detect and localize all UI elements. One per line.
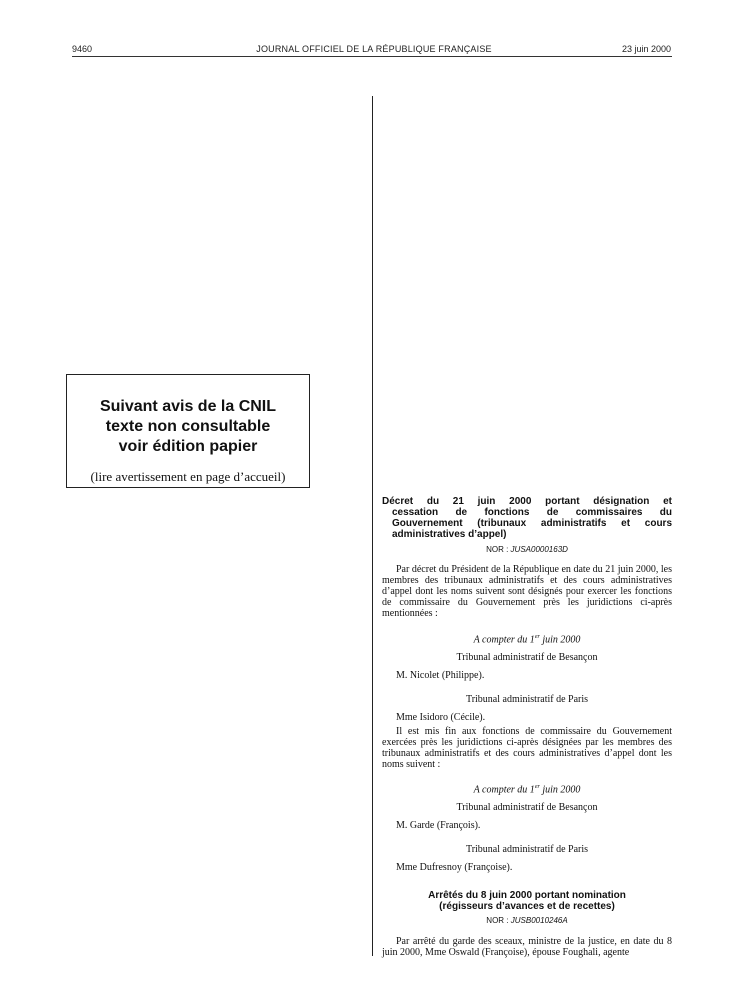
decree-1-intro: Par décret du Président de la République en date du 21 juin 2000, les membres des tribunaux administratifs et des cours administratives d’appel dont les noms suivent sont désignés pour exercer les fonctions de commissaire du Gouvernement près les juridictions ci-après mentionnées : [382,564,672,619]
person-1: M. Nicolet (Philippe). [396,670,485,681]
decree-1-end-para: Il est mis fin aux fonctions de commissaire du Gouvernement exercées près les juridictions ci-après désignées par les membres des tribunaux administratifs et des cours administratives d’appel dont les noms suivent : [382,726,672,770]
decree-1-title-line-4: administratives d’appel) [392,529,507,540]
issue-date: 23 juin 2000 [622,44,672,54]
date-heading-1: A compter du 1er juin 2000 [473,634,581,646]
decree-1-nor [382,544,672,555]
notice-note: (lire avertissement en page d’accueil) [90,469,286,484]
cnil-notice-box [66,374,310,488]
nor-code: JUSB0010246A [510,916,568,925]
notice-line-2: texte non consultable [105,418,271,435]
decree-1-title-line-3: Gouvernement (tribunaux administratifs et cours [392,518,672,529]
notice-line-1: Suivant avis de la CNIL [99,398,277,415]
nor-code: JUSA0000163D [510,545,568,554]
person-2: Mme Isidoro (Cécile). [396,712,486,723]
tribunal-3: Tribunal administratif de Besançon [456,802,598,813]
decree-2-intro: Par arrêté du garde des sceaux, ministre de la justice, en date du 8 juin 2000, Mme Oswald (Françoise), épouse Foughali, agente [382,936,672,958]
decree-2-title-line-2: (régisseurs d’avances et de recettes) [439,901,615,912]
decree-1-title [382,496,672,540]
nor-label: NOR : [486,916,509,925]
column-divider [372,96,373,956]
header-rule [72,56,672,57]
date-heading-2: A compter du 1er juin 2000 [473,784,581,796]
person-4: Mme Dufresnoy (Françoise). [396,862,513,873]
tribunal-2: Tribunal administratif de Paris [465,694,589,705]
notice-line-3: voir édition papier [118,438,258,455]
nor-label: NOR : [486,545,509,554]
person-3: M. Garde (François). [396,820,481,831]
tribunal-1: Tribunal administratif de Besançon [456,652,598,663]
decree-1-title-line-1: Décret du 21 juin 2000 portant désignation et [382,496,672,507]
page-number: 9460 [72,44,93,54]
journal-title: JOURNAL OFFICIEL DE LA RÉPUBLIQUE FRANÇAISE [256,44,492,54]
decree-1-title-line-2: cessation de fonctions de commissaires du [392,507,672,518]
decree-2-title-line-1: Arrêtés du 8 juin 2000 portant nomination [428,890,626,901]
decree-2-nor [382,915,672,926]
tribunal-4: Tribunal administratif de Paris [465,844,589,855]
